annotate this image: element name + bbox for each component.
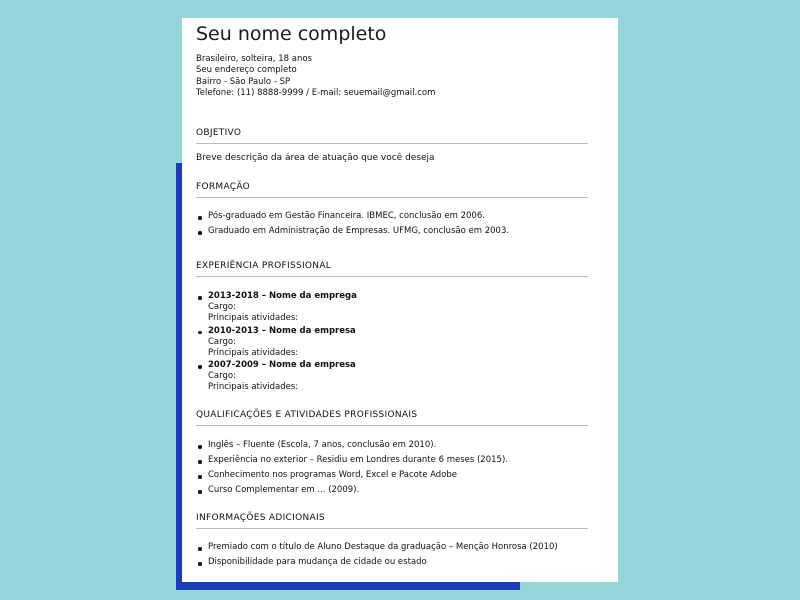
formacao-list — [196, 211, 588, 237]
list-item: Premiado com o título de Aluno Destaque da graduação – Menção Honrosa (2010) — [196, 542, 588, 553]
contact-line: Brasileiro, solteira, 18 anos — [196, 54, 312, 64]
section-adicionais — [196, 512, 588, 572]
section-qualificacoes — [196, 409, 588, 500]
section-title: EXPERIÊNCIA PROFISSIONAL — [196, 260, 588, 277]
list-item: Disponibilidade para mudança de cidade ou estado — [196, 557, 588, 568]
contact-info — [196, 54, 435, 99]
experiencia-list — [196, 291, 588, 393]
section-title: INFORMAÇÕES ADICIONAIS — [196, 512, 588, 529]
job-cargo: Cargo: — [208, 336, 236, 347]
list-item: Inglês – Fluente (Escola, 7 anos, conclusão em 2010). — [196, 440, 588, 451]
contact-line: Bairro - São Paulo - SP — [196, 76, 291, 87]
section-experiencia — [196, 260, 588, 395]
list-item: Experiência no exterior – Residiu em Londres durante 6 meses (2015). — [196, 455, 588, 466]
resume-name: Seu nome completo — [196, 23, 387, 45]
job-cargo: Cargo: — [208, 371, 236, 382]
job-atividades: Principais atividades: — [208, 347, 299, 358]
list-item — [196, 360, 588, 393]
job-heading: 2007-2009 – Nome da empresa — [208, 360, 356, 371]
objective-text: Breve descrição da área de atuação que você deseja — [196, 153, 435, 163]
list-item — [196, 326, 588, 359]
section-title: OBJETIVO — [196, 127, 588, 144]
qualificacoes-list — [196, 440, 588, 496]
list-item: Graduado em Administração de Empresas. UFMG, conclusão em 2003. — [196, 226, 588, 237]
list-item: Conhecimento nos programas Word, Excel e Pacote Adobe — [196, 470, 588, 481]
section-formacao — [196, 181, 588, 241]
resume-page — [182, 18, 618, 582]
job-heading: 2010-2013 – Nome da empresa — [208, 325, 356, 336]
contact-line: Telefone: (11) 8888-9999 / E-mail: seuemail@gmail.com — [196, 87, 436, 98]
list-item: Pós-graduado em Gestão Financeira. IBMEC, conclusão em 2006. — [196, 211, 588, 222]
list-item — [196, 291, 588, 324]
section-title: QUALIFICAÇÕES E ATIVIDADES PROFISSIONAIS — [196, 409, 588, 426]
job-atividades: Principais atividades: — [208, 382, 299, 393]
job-heading: 2013-2018 – Nome da emprega — [208, 291, 357, 301]
section-objetivo — [196, 127, 588, 164]
section-title: FORMAÇÃO — [196, 181, 588, 198]
list-item: Curso Complementar em ... (2009). — [196, 485, 588, 496]
adicionais-list — [196, 542, 588, 568]
job-atividades: Principais atividades: — [208, 313, 299, 323]
contact-line: Seu endereço completo — [196, 65, 297, 76]
job-cargo: Cargo: — [208, 302, 236, 312]
